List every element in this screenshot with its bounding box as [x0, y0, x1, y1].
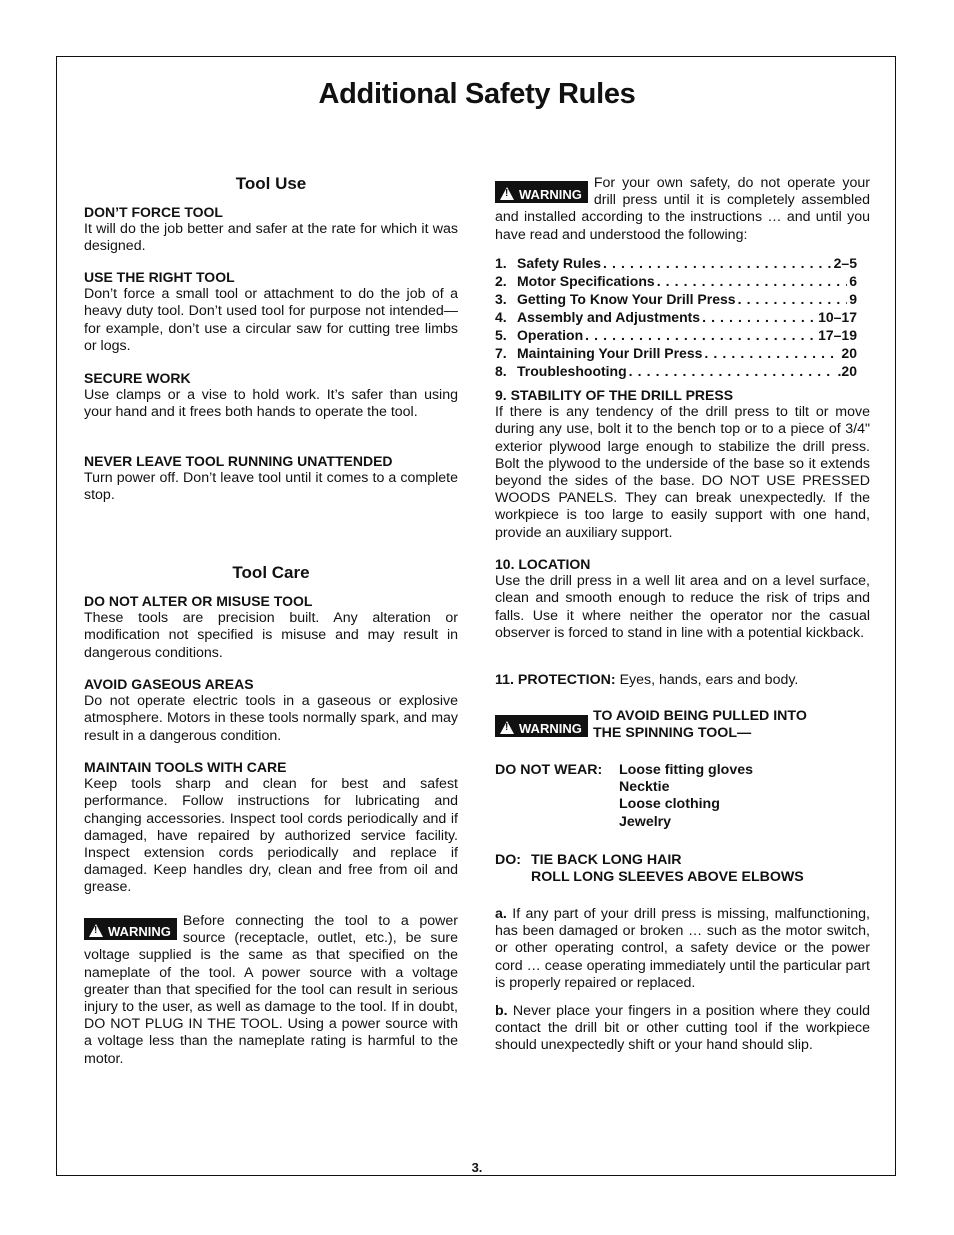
do-not-wear-list	[495, 762, 870, 831]
rule-text: These tools are precision built. Any alteration or modification not specified is misuse and may result in dangerous conditions.	[84, 610, 458, 661]
rule-heading: AVOID GASEOUS AREAS	[84, 676, 254, 692]
protection-heading: 11. PROTECTION:	[495, 672, 616, 688]
toc-item: 7. Maintaining Your Drill Press . . . 20	[495, 344, 857, 362]
rule-text: Turn power off. Don’t leave tool until it comes to a complete stop.	[84, 470, 458, 504]
do-label: DO:	[495, 852, 522, 868]
pulled-warning-line-2: THE SPINNING TOOL—	[593, 725, 752, 742]
pulled-warning	[495, 708, 870, 742]
page-number: 3.	[471, 1160, 483, 1175]
do-item: ROLL LONG SLEEVES ABOVE ELBOWS	[531, 869, 804, 886]
toc-item: 5. Operation . . . 17–19	[495, 326, 857, 344]
rule-text: Keep tools sharp and clean for best and safest performance. Follow instructions for lubricating and changing accessories. Inspect tool cords periodically and if damaged, have repaired by authorized service facility. Inspect extension cords periodically and replace if damaged. Keep handles dry, clean and free from oil and grease.	[84, 776, 458, 896]
voltage-warning-text: Before connecting the tool to a power source (receptacle, outlet, etc.), be sure voltage supplied is the same as that specified on the nameplate of the tool. A power source with a voltage greater than that specified for the tool can result in serious injury to the user, as well as damage to the tool. If in doubt, DO NOT PLUG IN THE TOOL. Using a power source with a voltage less than the nameplate rating is harmful to the motor.	[84, 913, 458, 1067]
do-not-wear-item: Jewelry	[619, 813, 672, 830]
tool-use-heading: Tool Use	[235, 174, 307, 193]
warning-triangle-icon: !	[500, 187, 514, 200]
intro-warning-text: For your own safety, do not operate your drill press until it is completely assembled and installed according to the instructions … and until you have read and understood the following:	[495, 175, 870, 243]
rule-text: Do not operate electric tools in a gaseous or explosive atmosphere. Motors in these tools normally spark, and may result in a dangerous condition.	[84, 693, 458, 744]
warning-badge: ! WARNING	[84, 918, 177, 940]
item-b-text: Never place your fingers in a position where they could contact the drill bit or other cutting tool if the workpiece should unexpectedly shift or your hand should slip.	[495, 1003, 870, 1054]
toc-item: 1. Safety Rules . . . 2–5	[495, 254, 857, 272]
rule-use-right-tool	[84, 269, 458, 355]
toc-item: 8. Troubleshooting . . . .20	[495, 362, 857, 380]
warning-triangle-icon: !	[89, 924, 103, 937]
do-not-wear-item: Loose fitting gloves	[619, 762, 753, 778]
warning-badge: ! WARNING	[495, 181, 588, 203]
toc-item: 2. Motor Specifications . . . 6	[495, 272, 857, 290]
rule-maintain-tools	[84, 759, 458, 897]
rule-never-leave-tool	[84, 453, 458, 505]
table-of-contents	[495, 254, 857, 380]
page-title: Additional Safety Rules	[318, 78, 636, 110]
stability-text: If there is any tendency of the drill press to tilt or move during any use, bolt it to the bench top or to a piece of 3/4" exterior plywood large enough to stabilize the drill press. Bolt the plywood to the underside of the base so it extends beyond the sides of the base. DO NOT USE PRESSED WOODS PANELS. They can break unexpectedly. If the workpiece is too large to easily support with one hand, provide an auxiliary support.	[495, 404, 870, 541]
location-section	[495, 556, 870, 642]
stability-heading: 9. STABILITY OF THE DRILL PRESS	[495, 387, 734, 403]
warning-badge: ! WARNING	[495, 715, 588, 737]
rule-heading: NEVER LEAVE TOOL RUNNING UNATTENDED	[84, 453, 393, 469]
protection-section	[495, 672, 870, 689]
do-not-wear-label: DO NOT WEAR:	[495, 762, 603, 778]
rule-dont-force-tool	[84, 204, 458, 256]
item-a-label: a.	[495, 906, 507, 922]
toc-item: 4. Assembly and Adjustments . . . 10–17	[495, 308, 857, 326]
item-a	[495, 906, 870, 992]
item-b-label: b.	[495, 1003, 508, 1019]
rule-heading: DO NOT ALTER OR MISUSE TOOL	[84, 593, 313, 609]
voltage-warning	[84, 913, 458, 1068]
item-a-text: If any part of your drill press is missing, malfunctioning, has been damaged or broken … such as the motor switch, or other operating control, a safety device or the power cord … cease operating immediately until the particular part is properly repaired or replaced.	[495, 906, 870, 991]
rule-do-not-alter	[84, 593, 458, 662]
do-not-wear-item: Loose clothing	[619, 796, 720, 813]
location-heading: 10. LOCATION	[495, 556, 591, 572]
stability-section	[495, 387, 870, 542]
rule-avoid-gaseous	[84, 676, 458, 745]
rule-secure-work	[84, 370, 458, 422]
tool-care-heading: Tool Care	[232, 563, 310, 582]
rule-heading: MAINTAIN TOOLS WITH CARE	[84, 759, 287, 775]
item-b	[495, 1003, 870, 1055]
location-text: Use the drill press in a well lit area and on a level surface, clean and smooth enough to reduce the risk of trips and falls. Use it where neither the operator nor the casual observer is forced to stand in line with a potential kickback.	[495, 573, 870, 641]
rule-heading: SECURE WORK	[84, 370, 191, 386]
toc-item: 3. Getting To Know Your Drill Press . . . 9	[495, 290, 857, 308]
pulled-warning-line-1: TO AVOID BEING PULLED INTO	[593, 708, 807, 724]
rule-heading: USE THE RIGHT TOOL	[84, 269, 235, 285]
rule-heading: DON’T FORCE TOOL	[84, 204, 223, 220]
do-list	[495, 852, 870, 886]
rule-text: Use clamps or a vise to hold work. It’s safer than using your hand and it frees both hands to operate the tool.	[84, 387, 458, 421]
do-not-wear-item: Necktie	[619, 779, 670, 796]
warning-triangle-icon: !	[500, 721, 514, 734]
rule-text: It will do the job better and safer at the rate for which it was designed.	[84, 221, 458, 255]
rule-text: Don’t force a small tool or attachment to do the job of a heavy duty tool. Don’t used tool for purpose not intended—for example, don’t use a circular saw for cutting tree limbs or logs.	[84, 286, 458, 354]
intro-warning	[495, 175, 870, 244]
do-item: TIE BACK LONG HAIR	[531, 852, 682, 868]
protection-text: Eyes, hands, ears and body.	[615, 672, 799, 688]
